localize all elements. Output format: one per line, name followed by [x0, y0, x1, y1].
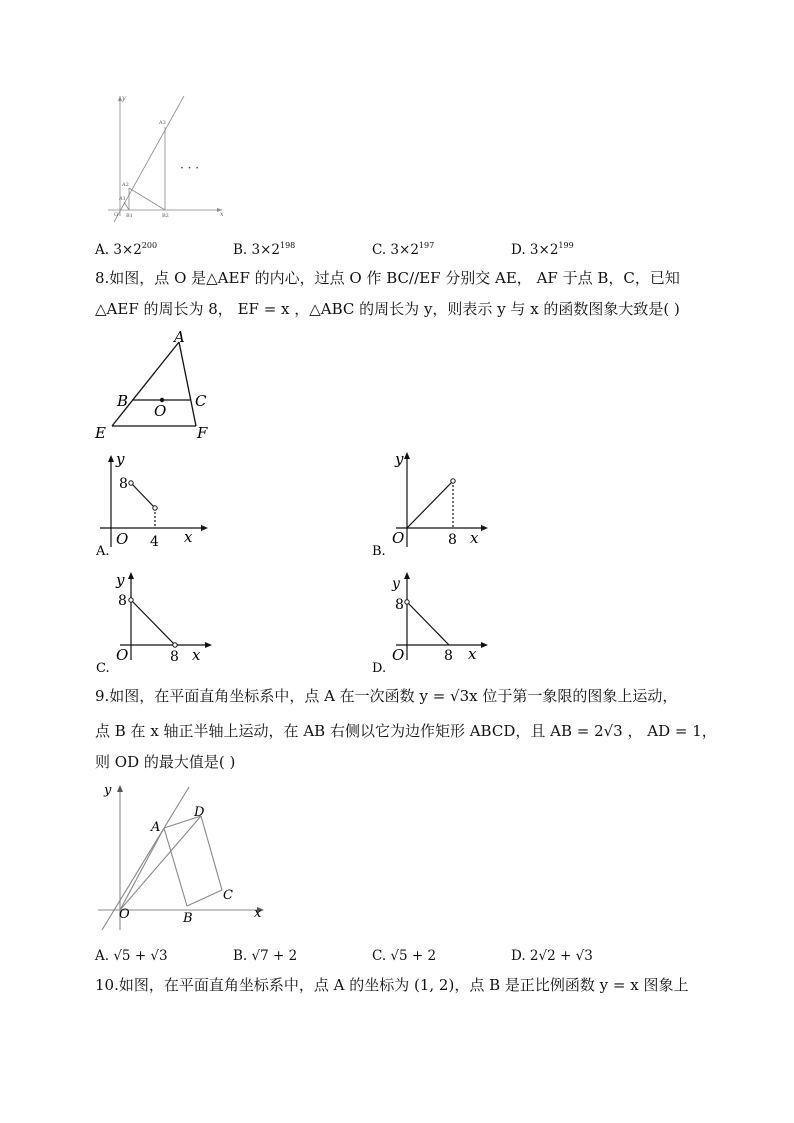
- q7-a2-label: A2: [122, 182, 129, 188]
- q9-option-d[interactable]: D. 2√2 + √3: [511, 948, 593, 964]
- q7-a3-label: A3: [159, 120, 166, 126]
- y-axis-label: y: [104, 783, 112, 798]
- q7-x-label: x: [220, 211, 224, 218]
- option-letter: A.: [96, 544, 110, 559]
- option-letter: D.: [372, 661, 387, 676]
- q9-figure: [94, 782, 274, 934]
- q8-line-1: 8.如图，点 O 是△AEF 的内心，过点 O 作 BC//EF 分别交 AE， AF 于点 B，C，已知: [95, 269, 680, 287]
- vertex-label-a: A: [174, 328, 185, 346]
- origin-label: O: [116, 530, 129, 548]
- q8-triangle-figure: [90, 328, 220, 443]
- y-tick-label: 8: [118, 593, 127, 609]
- q7-option-a[interactable]: A. $3\times 2^{200}$: [95, 241, 158, 258]
- x-tick-label: 8: [444, 648, 453, 664]
- q7-option-c[interactable]: C. $3\times 2^{197}$: [372, 241, 435, 258]
- q9-line-1: 9.如图，在平面直角坐标系中，点 A 在一次函数 y = √3x 位于第一象限的图象上运动，: [95, 687, 678, 705]
- vertex-label-c: C: [195, 392, 207, 410]
- option-letter: B.: [372, 544, 386, 559]
- vertex-label-e: E: [95, 424, 106, 442]
- q9-option-c[interactable]: C. √5 + 2: [372, 948, 437, 964]
- q8-graph-a[interactable]: [92, 452, 217, 562]
- q7-option-b[interactable]: B. $3\times 2^{198}$: [233, 241, 296, 258]
- origin-label: O: [119, 907, 130, 922]
- q7-b1-label: B1: [126, 213, 133, 219]
- x-axis-label: x: [254, 906, 262, 921]
- q7-a1-label: A1: [119, 196, 126, 202]
- y-tick-label: 8: [395, 597, 404, 613]
- x-tick-label: 8: [448, 532, 457, 548]
- q8-graph-c[interactable]: [92, 568, 217, 678]
- x-axis-label: x: [184, 528, 193, 546]
- q8-line-2: △AEF 的周长为 8， EF = x ，△ABC 的周长为 y，则表示 y 与 x 的函数图象大致是( ): [95, 300, 680, 318]
- vertex-label-b: B: [117, 392, 129, 410]
- q7-y-label: y: [122, 95, 126, 102]
- point-label-a: A: [151, 820, 161, 835]
- origin-label: O: [392, 646, 405, 664]
- q7-figure: [100, 92, 230, 227]
- y-axis-label: y: [116, 571, 125, 589]
- point-label-d: D: [194, 805, 205, 820]
- q9-option-a[interactable]: A. √5 + √3: [95, 948, 168, 964]
- incenter-label-o: O: [154, 402, 167, 420]
- q7-origin-label: O: [114, 212, 119, 218]
- x-axis-label: x: [468, 645, 477, 663]
- y-tick-label: 8: [119, 476, 128, 492]
- x-axis-label: x: [192, 646, 201, 664]
- q9-option-b[interactable]: B. √7 + 2: [233, 948, 298, 964]
- q9-line-2: 点 B 在 x 轴正半轴上运动，在 AB 右侧以它为边作矩形 ABCD，且 AB = 2√3 ， AD = 1，: [95, 722, 717, 740]
- y-axis-label: y: [395, 452, 404, 468]
- origin-label: O: [392, 529, 405, 547]
- vertex-label-f: F: [197, 424, 208, 442]
- x-axis-label: x: [470, 529, 479, 547]
- point-label-c: C: [223, 888, 233, 903]
- x-tick-label: 4: [150, 534, 159, 550]
- q9-line-3: 则 OD 的最大值是( ): [95, 753, 236, 771]
- q10-line-1: 10.如图，在平面直角坐标系中，点 A 的坐标为 (1, 2)，点 B 是正比例函数 y = x 图象上: [95, 976, 689, 994]
- x-tick-label: 8: [170, 649, 179, 665]
- origin-label: O: [116, 646, 129, 664]
- q7-ellipsis: · · ·: [180, 161, 200, 175]
- q8-graph-b[interactable]: [368, 452, 493, 562]
- option-letter: C.: [96, 661, 110, 676]
- point-label-b: B: [183, 911, 193, 926]
- q8-graph-d[interactable]: [368, 568, 493, 678]
- q7-b2-label: B2: [162, 213, 169, 219]
- q7-option-d[interactable]: D. $3\times 2^{199}$: [511, 241, 574, 258]
- y-axis-label: y: [392, 576, 400, 592]
- y-axis-label: y: [116, 452, 125, 468]
